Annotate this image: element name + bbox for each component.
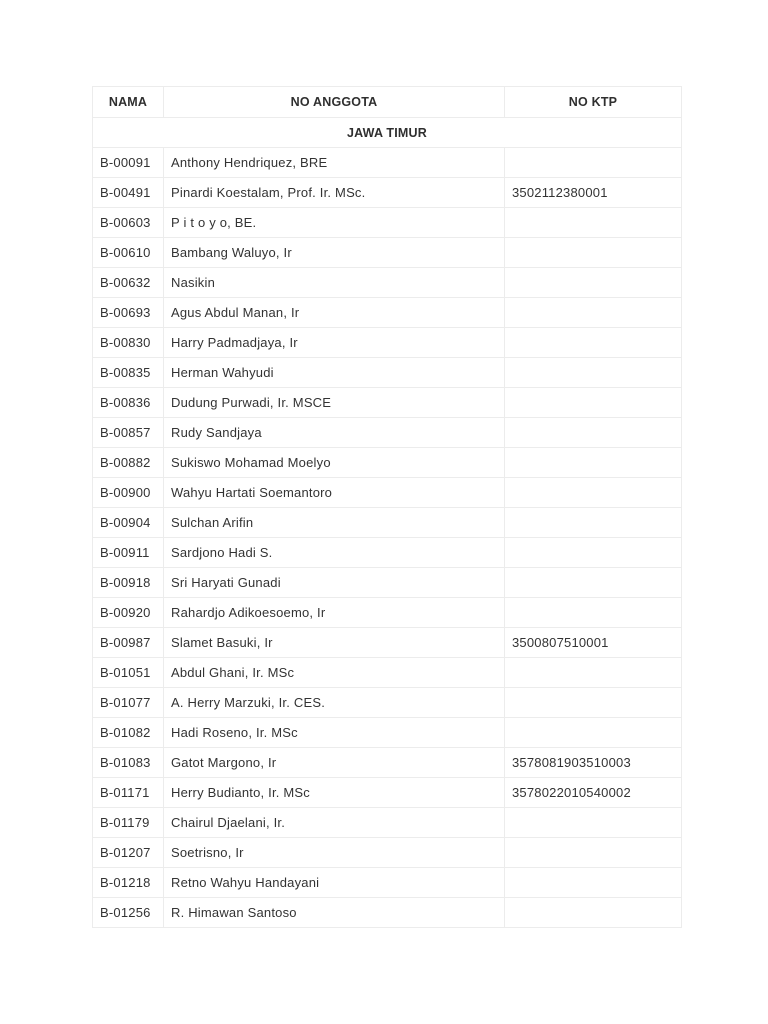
member-name-cell: Abdul Ghani, Ir. MSc bbox=[164, 658, 505, 688]
member-name-cell: Anthony Hendriquez, BRE bbox=[164, 148, 505, 178]
table-row bbox=[93, 448, 682, 478]
member-id-cell: B-00900 bbox=[93, 478, 164, 508]
ktp-number-cell bbox=[505, 538, 682, 568]
member-id-cell: B-00918 bbox=[93, 568, 164, 598]
member-id-cell: B-00882 bbox=[93, 448, 164, 478]
table-row bbox=[93, 478, 682, 508]
member-name-cell: Rudy Sandjaya bbox=[164, 418, 505, 448]
member-name-cell: Sukiswo Mohamad Moelyo bbox=[164, 448, 505, 478]
table-row bbox=[93, 328, 682, 358]
table-row bbox=[93, 898, 682, 928]
member-name-cell: Retno Wahyu Handayani bbox=[164, 868, 505, 898]
member-name-cell: Dudung Purwadi, Ir. MSCE bbox=[164, 388, 505, 418]
ktp-number-cell bbox=[505, 688, 682, 718]
ktp-number-cell bbox=[505, 388, 682, 418]
member-name-cell: P i t o y o, BE. bbox=[164, 208, 505, 238]
ktp-number-cell bbox=[505, 208, 682, 238]
table-row bbox=[93, 148, 682, 178]
table-row bbox=[93, 418, 682, 448]
member-name-cell: Rahardjo Adikoesoemo, Ir bbox=[164, 598, 505, 628]
member-name-cell: Herman Wahyudi bbox=[164, 358, 505, 388]
ktp-number-cell: 3578022010540002 bbox=[505, 778, 682, 808]
member-id-cell: B-00603 bbox=[93, 208, 164, 238]
member-id-cell: B-01218 bbox=[93, 868, 164, 898]
table-row bbox=[93, 178, 682, 208]
member-id-cell: B-01207 bbox=[93, 838, 164, 868]
ktp-number-cell bbox=[505, 568, 682, 598]
ktp-number-cell bbox=[505, 898, 682, 928]
member-id-cell: B-00911 bbox=[93, 538, 164, 568]
member-id-cell: B-00857 bbox=[93, 418, 164, 448]
ktp-number-cell bbox=[505, 358, 682, 388]
ktp-number-cell: 3502112380001 bbox=[505, 178, 682, 208]
ktp-number-cell bbox=[505, 148, 682, 178]
table-row bbox=[93, 778, 682, 808]
member-name-cell: Herry Budianto, Ir. MSc bbox=[164, 778, 505, 808]
member-name-cell: Bambang Waluyo, Ir bbox=[164, 238, 505, 268]
member-name-cell: Chairul Djaelani, Ir. bbox=[164, 808, 505, 838]
table-row bbox=[93, 268, 682, 298]
header-nama: NAMA bbox=[93, 87, 164, 118]
table-row bbox=[93, 358, 682, 388]
member-name-cell: Wahyu Hartati Soemantoro bbox=[164, 478, 505, 508]
member-id-cell: B-00693 bbox=[93, 298, 164, 328]
table-row bbox=[93, 628, 682, 658]
member-name-cell: Soetrisno, Ir bbox=[164, 838, 505, 868]
table-row bbox=[93, 568, 682, 598]
ktp-number-cell bbox=[505, 268, 682, 298]
ktp-number-cell bbox=[505, 298, 682, 328]
table-row bbox=[93, 298, 682, 328]
member-id-cell: B-01171 bbox=[93, 778, 164, 808]
table-row bbox=[93, 808, 682, 838]
member-name-cell: Sulchan Arifin bbox=[164, 508, 505, 538]
member-id-cell: B-00904 bbox=[93, 508, 164, 538]
ktp-number-cell bbox=[505, 598, 682, 628]
member-name-cell: R. Himawan Santoso bbox=[164, 898, 505, 928]
ktp-number-cell: 3500807510001 bbox=[505, 628, 682, 658]
ktp-number-cell bbox=[505, 478, 682, 508]
region-label: JAWA TIMUR bbox=[93, 118, 682, 148]
member-id-cell: B-01077 bbox=[93, 688, 164, 718]
header-no-ktp: NO KTP bbox=[505, 87, 682, 118]
table-header bbox=[93, 87, 682, 118]
ktp-number-cell bbox=[505, 868, 682, 898]
table-row bbox=[93, 508, 682, 538]
member-id-cell: B-00835 bbox=[93, 358, 164, 388]
table-row bbox=[93, 208, 682, 238]
member-name-cell: Gatot Margono, Ir bbox=[164, 748, 505, 778]
table-row bbox=[93, 868, 682, 898]
member-id-cell: B-00830 bbox=[93, 328, 164, 358]
member-name-cell: Nasikin bbox=[164, 268, 505, 298]
table-row bbox=[93, 688, 682, 718]
member-id-cell: B-00836 bbox=[93, 388, 164, 418]
member-id-cell: B-01256 bbox=[93, 898, 164, 928]
table-row bbox=[93, 718, 682, 748]
table-body bbox=[93, 118, 682, 928]
table-row bbox=[93, 838, 682, 868]
member-id-cell: B-00987 bbox=[93, 628, 164, 658]
table-row bbox=[93, 538, 682, 568]
member-id-cell: B-01179 bbox=[93, 808, 164, 838]
member-id-cell: B-00491 bbox=[93, 178, 164, 208]
member-name-cell: Harry Padmadjaya, Ir bbox=[164, 328, 505, 358]
ktp-number-cell bbox=[505, 328, 682, 358]
ktp-number-cell bbox=[505, 508, 682, 538]
ktp-number-cell bbox=[505, 448, 682, 478]
member-id-cell: B-01083 bbox=[93, 748, 164, 778]
member-name-cell: Sardjono Hadi S. bbox=[164, 538, 505, 568]
member-name-cell: Agus Abdul Manan, Ir bbox=[164, 298, 505, 328]
ktp-number-cell bbox=[505, 808, 682, 838]
table-row bbox=[93, 598, 682, 628]
member-name-cell: Slamet Basuki, Ir bbox=[164, 628, 505, 658]
header-row bbox=[93, 87, 682, 118]
member-id-cell: B-00610 bbox=[93, 238, 164, 268]
member-id-cell: B-00920 bbox=[93, 598, 164, 628]
table-row bbox=[93, 238, 682, 268]
member-id-cell: B-00091 bbox=[93, 148, 164, 178]
table-row bbox=[93, 658, 682, 688]
member-name-cell: A. Herry Marzuki, Ir. CES. bbox=[164, 688, 505, 718]
header-no-anggota: NO ANGGOTA bbox=[164, 87, 505, 118]
ktp-number-cell bbox=[505, 718, 682, 748]
ktp-number-cell: 3578081903510003 bbox=[505, 748, 682, 778]
member-name-cell: Pinardi Koestalam, Prof. Ir. MSc. bbox=[164, 178, 505, 208]
member-name-cell: Hadi Roseno, Ir. MSc bbox=[164, 718, 505, 748]
member-id-cell: B-01051 bbox=[93, 658, 164, 688]
member-id-cell: B-01082 bbox=[93, 718, 164, 748]
member-id-cell: B-00632 bbox=[93, 268, 164, 298]
member-table bbox=[92, 86, 682, 928]
ktp-number-cell bbox=[505, 838, 682, 868]
ktp-number-cell bbox=[505, 238, 682, 268]
table-row bbox=[93, 748, 682, 778]
table-row bbox=[93, 388, 682, 418]
region-row bbox=[93, 118, 682, 148]
member-name-cell: Sri Haryati Gunadi bbox=[164, 568, 505, 598]
ktp-number-cell bbox=[505, 418, 682, 448]
ktp-number-cell bbox=[505, 658, 682, 688]
